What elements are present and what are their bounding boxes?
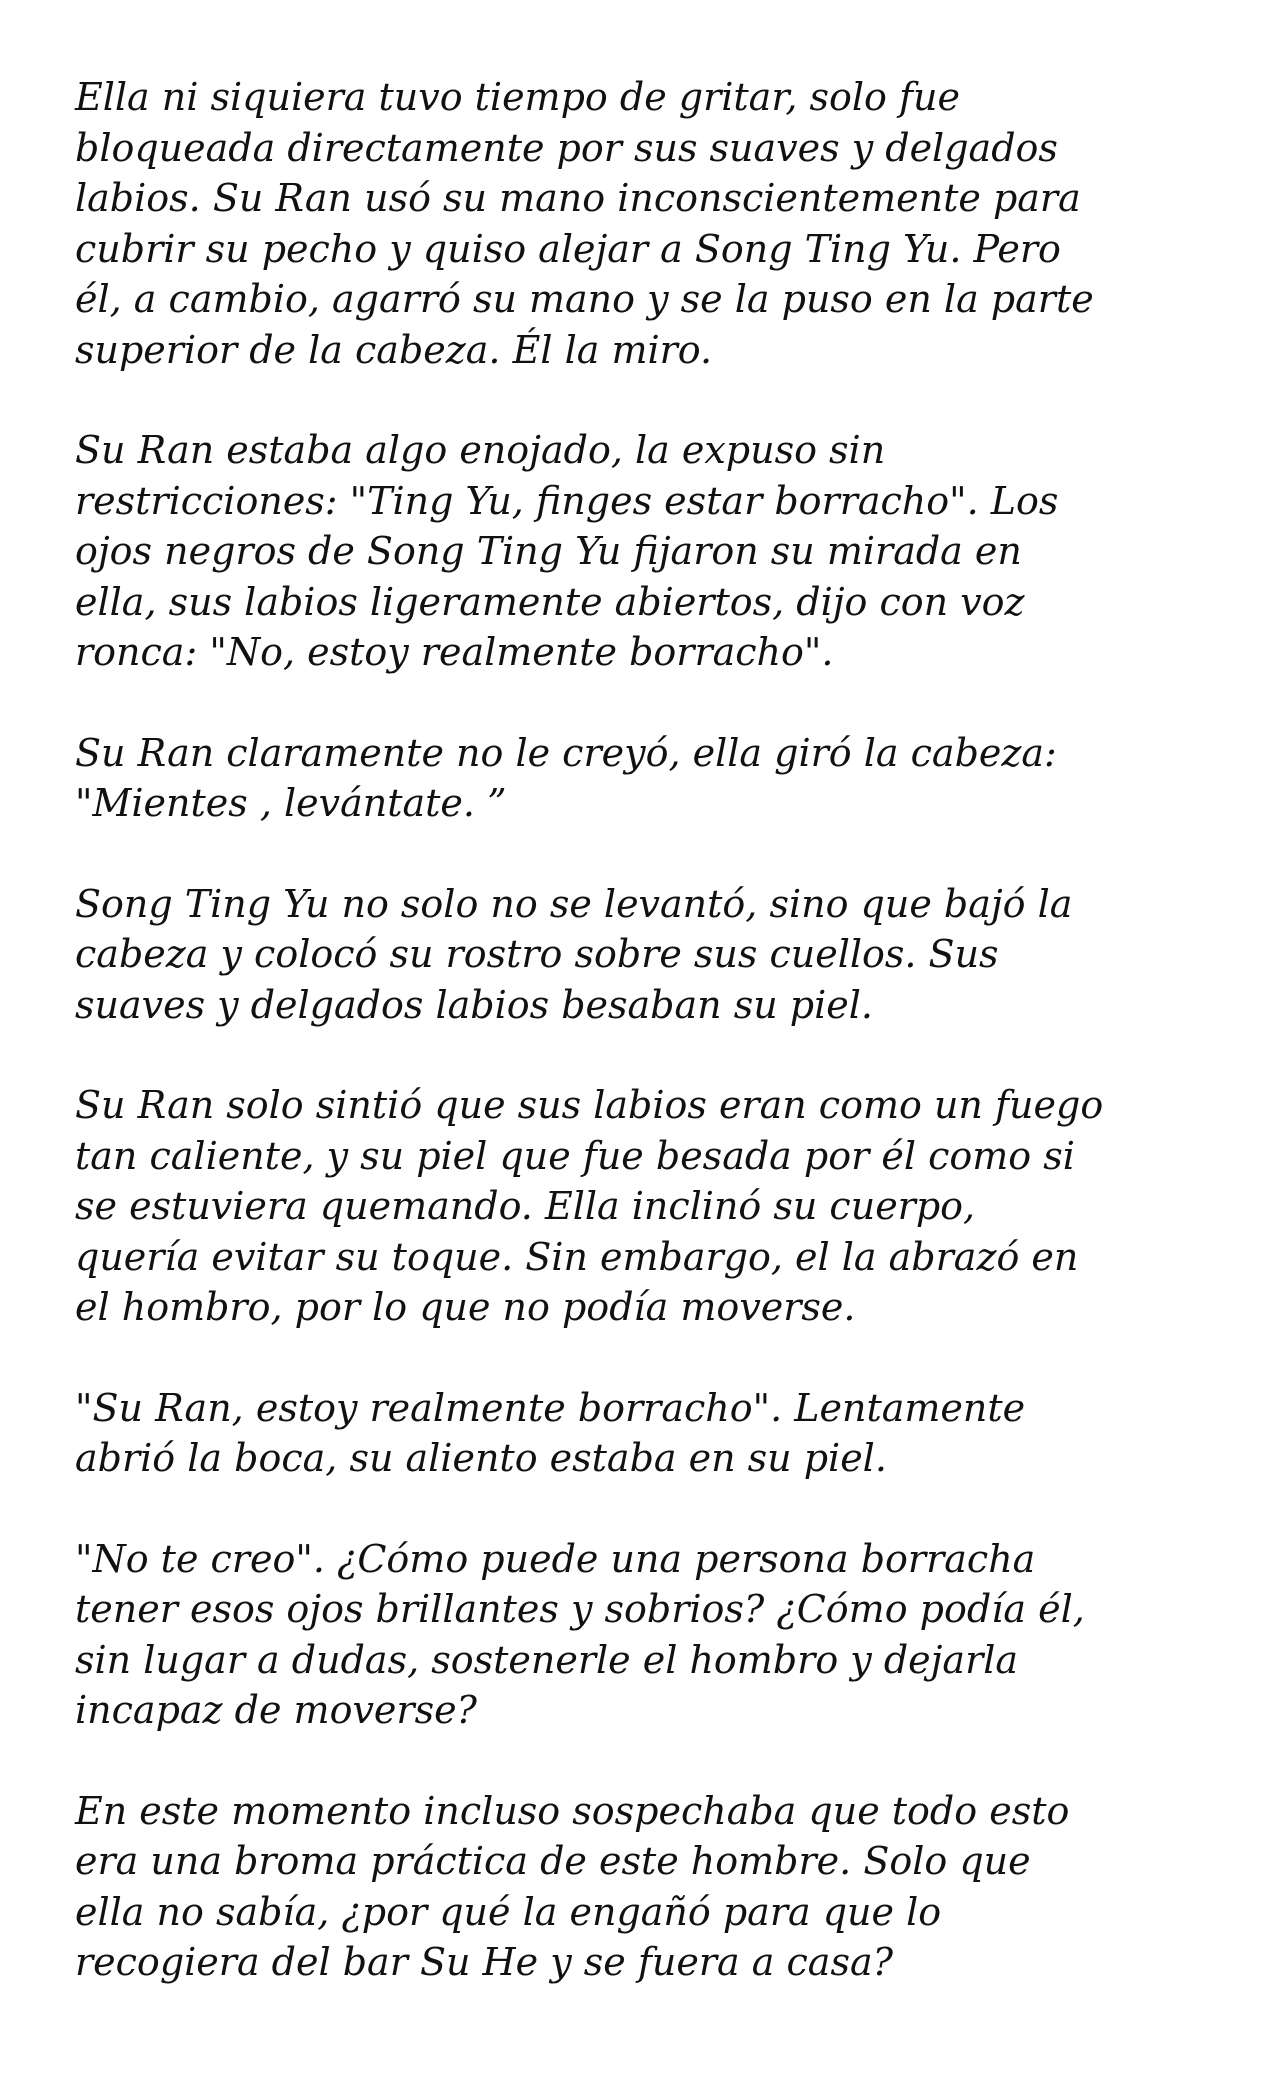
text-line: era una broma práctica de este hombre. Solo que <box>75 1839 1031 1883</box>
paragraph <box>75 1080 1215 1333</box>
text-line: abrió la boca, su aliento estaba en su piel. <box>75 1436 887 1480</box>
text-line: Ella ni siquiera tuvo tiempo de gritar, solo fue <box>75 75 961 119</box>
text-line: Su Ran solo sintió que sus labios eran como un fuego <box>75 1083 1104 1127</box>
text-line: ella, sus labios ligeramente abiertos, dijo con voz <box>75 579 1025 624</box>
text-line: ella no sabía, ¿por qué la engañó para que lo <box>75 1889 942 1934</box>
text-line: sin lugar a dudas, sostenerle el hombro y dejarla <box>75 1637 1019 1682</box>
text-line: cabeza y colocó su rostro sobre sus cuellos. Sus <box>75 932 999 976</box>
text-line: "Mientes , levántate. ” <box>75 781 507 825</box>
document-page <box>75 72 1215 2038</box>
text-line: En este momento incluso sospechaba que todo esto <box>75 1788 1070 1833</box>
text-line: "Su Ran, estoy realmente borracho". Lentamente <box>75 1385 1026 1430</box>
text-line: el hombro, por lo que no podía moverse. <box>75 1285 856 1329</box>
text-line: ronca: "No, estoy realmente borracho". <box>75 630 834 674</box>
text-line: ojos negros de Song Ting Yu fijaron su mirada en <box>75 529 1022 573</box>
text-line: bloqueada directamente por sus suaves y delgados <box>75 125 1058 170</box>
text-line: cubrir su pecho y quiso alejar a Song Ting Yu. Pero <box>75 226 1061 271</box>
text-line: superior de la cabeza. Él la miro. <box>75 327 713 372</box>
text-line: labios. Su Ran usó su mano inconscientemente para <box>75 176 1081 220</box>
paragraph <box>75 1383 1215 1484</box>
text-line: incapaz de moverse? <box>75 1688 477 1732</box>
text-line: Song Ting Yu no solo no se levantó, sino que bajó la <box>75 881 1073 926</box>
text-line: tan caliente, y su piel que fue besada por él como si <box>75 1133 1075 1178</box>
paragraph <box>75 879 1215 1031</box>
text-line: "No te creo". ¿Cómo puede una persona borracha <box>75 1536 1036 1581</box>
text-line: Su Ran claramente no le creyó, ella giró la cabeza: <box>75 730 1057 775</box>
paragraph <box>75 72 1215 375</box>
paragraph <box>75 728 1215 829</box>
text-line: suaves y delgados labios besaban su piel. <box>75 982 873 1027</box>
text-line: se estuviera quemando. Ella inclinó su cuerpo, <box>75 1184 976 1228</box>
text-line: él, a cambio, agarró su mano y se la puso en la parte <box>75 277 1094 321</box>
paragraph <box>75 425 1215 678</box>
text-line: restricciones: "Ting Yu, finges estar borracho". Los <box>75 478 1059 523</box>
text-line: quería evitar su toque. Sin embargo, el la abrazó en <box>75 1234 1079 1279</box>
text-line: Su Ran estaba algo enojado, la expuso sin <box>75 428 886 472</box>
text-line: recogiera del bar Su He y se fuera a casa? <box>75 1940 893 1984</box>
text-line: tener esos ojos brillantes y sobrios? ¿Cómo podía él, <box>75 1587 1085 1631</box>
paragraph <box>75 1786 1215 1988</box>
paragraph <box>75 1534 1215 1736</box>
